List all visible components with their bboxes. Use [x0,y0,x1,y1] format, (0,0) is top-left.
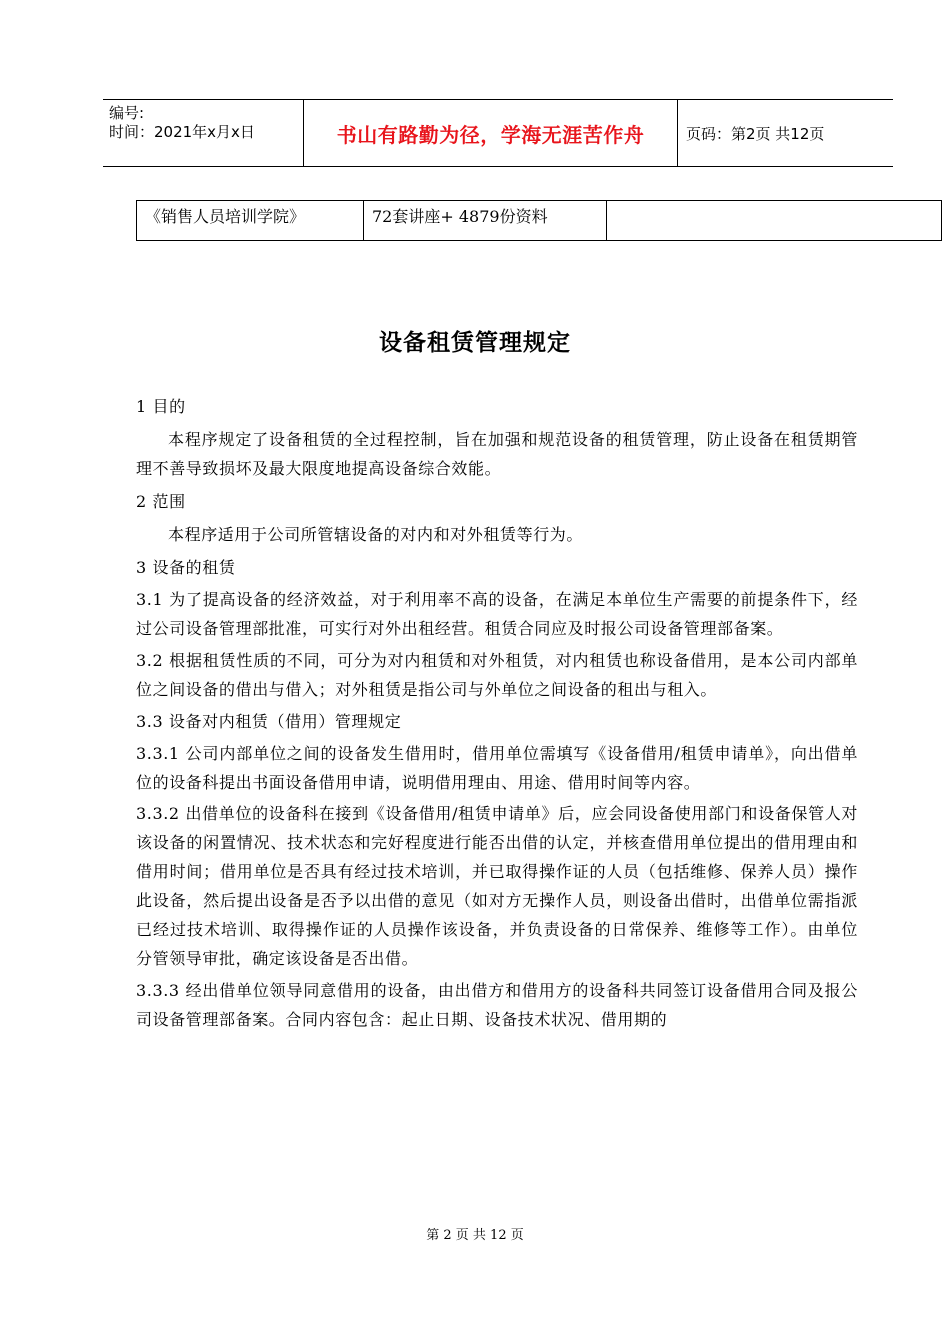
page-footer: 第 2 页 共 12 页 [426,1228,524,1243]
header-meta [103,100,304,166]
paragraph: 3.3.2 出借单位的设备科在接到《设备借用/租赁申请单》后，应会同设备使用部门和设备保管人对该设备的闲置情况、技术状态和完好程度进行能否出借的认定，并核查借用单位提出的借用理由和借用时间；借用单位是否具有经过技术培训，并已取得操作证的人员（包括维修、保养人员）操作此设备，然后提出设备是否予以出借的意见（如对方无操作人员，则设备出借时，出借单位需指派已经过技术培训、取得操作证的人员操作该设备，并负责设备的日常保养、维修等工作）。由单位分管领导审批，确定该设备是否出借。 [136,804,858,968]
resource-cell-name: 《销售人员培训学院》 [137,201,364,240]
section-heading: 3.3 设备对内租赁（借用）管理规定 [136,712,402,731]
paragraph: 3.2 根据租赁性质的不同，可分为对内租赁和对外租赁，对内租赁也称设备借用，是本公司内部单位之间设备的借出与借入；对外租赁是指公司与外单位之间设备的租出与租入。 [136,651,858,699]
section-heading: 2 范围 [136,492,186,511]
section-heading: 3 设备的租赁 [136,558,236,577]
header-page-number: 页码：第2页 共12页 [686,124,825,143]
paragraph: 本程序规定了设备租赁的全过程控制，旨在加强和规范设备的租赁管理，防止设备在租赁期管理不善导致损坏及最大限度地提高设备综合效能。 [136,430,858,478]
resource-table [136,200,942,241]
code-label: 编号: [109,104,145,122]
paragraph: 3.1 为了提高设备的经济效益，对于利用率不高的设备，在满足本单位生产需要的前提条件下，经过公司设备管理部批准，可实行对外出租经营。租赁合同应及时报公司设备管理部备案。 [136,590,858,638]
document-body [136,388,858,1034]
section-heading: 1 目的 [136,397,186,416]
header-motto: 书山有路勤为径，学海无涯苦作舟 [304,100,678,166]
resource-cell-count: 72套讲座+ 4879份资料 [364,201,607,240]
page-header [103,99,893,167]
paragraph: 3.3.1 公司内部单位之间的设备发生借用时，借用单位需填写《设备借用/租赁申请单》，向出借单位的设备科提出书面设备借用申请，说明借用理由、用途、借用时间等内容。 [136,744,858,792]
paragraph: 本程序适用于公司所管辖设备的对内和对外租赁等行为。 [168,525,584,544]
document-title: 设备租赁管理规定 [379,329,571,356]
resource-cell-empty [607,201,941,240]
time-label: 时间：2021年x月x日 [109,123,255,141]
paragraph: 3.3.3 经出借单位领导同意借用的设备，由出借方和借用方的设备科共同签订设备借用合同及报公司设备管理部备案。合同内容包含：起止日期、设备技术状况、借用期的 [136,981,858,1029]
